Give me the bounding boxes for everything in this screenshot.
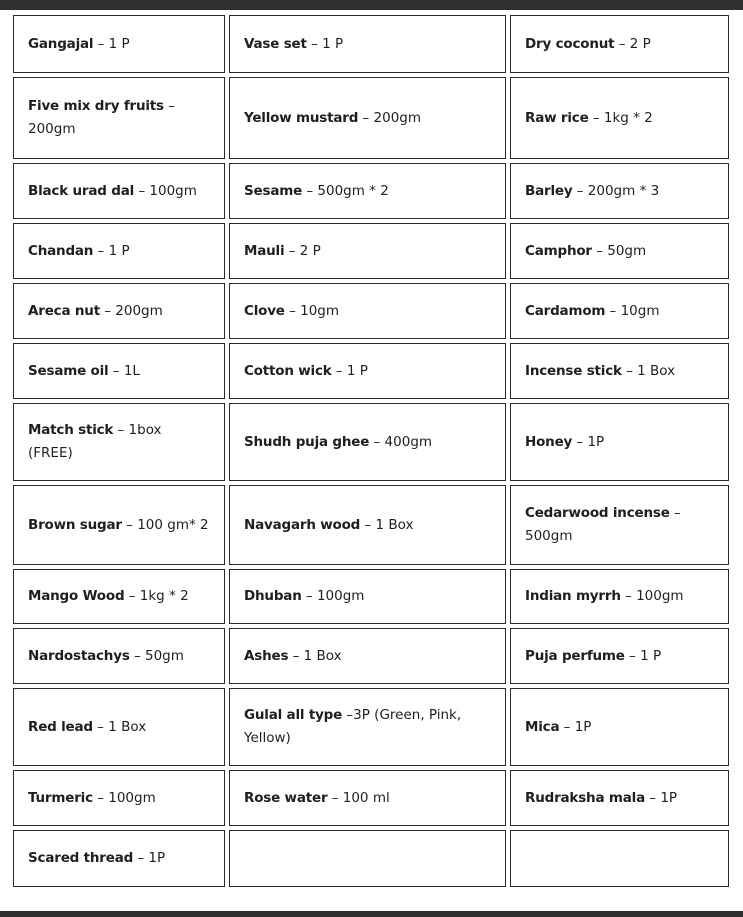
item-quantity: – 100gm xyxy=(620,588,684,604)
item-quantity: – 1kg * 2 xyxy=(124,588,189,604)
item-quantity: – 1 P xyxy=(93,35,130,52)
table-row xyxy=(13,15,729,73)
table-cell xyxy=(510,77,729,159)
item-name: Barley xyxy=(525,182,573,199)
table-cell xyxy=(13,770,225,826)
item-quantity: – 1 Box xyxy=(360,516,414,533)
table-cell xyxy=(229,15,506,73)
table-cell xyxy=(229,163,506,219)
item-name: Dry coconut xyxy=(525,35,615,52)
puja-items-table xyxy=(9,11,733,891)
item-quantity: – 1kg * 2 xyxy=(588,109,653,126)
item-name: Raw rice xyxy=(525,109,589,126)
item-quantity: –3P (Green, Pink, Yellow) xyxy=(244,707,462,746)
item-name: Ashes xyxy=(244,647,289,664)
item-name: Five mix dry fruits xyxy=(28,98,164,114)
item-quantity: – 400gm xyxy=(369,433,433,450)
table-cell xyxy=(510,283,729,339)
item-name: Black urad dal xyxy=(28,182,135,199)
item-name: Vase set xyxy=(244,35,307,52)
item-quantity: – 100 ml xyxy=(327,789,390,806)
item-name: Rudraksha mala xyxy=(525,789,645,806)
item-name: Cedarwood incense xyxy=(525,505,670,521)
item-quantity: – 1P xyxy=(133,850,166,866)
table-cell xyxy=(229,223,506,279)
item-quantity: – 50gm xyxy=(591,242,647,259)
table-cell xyxy=(229,569,506,624)
item-quantity: – 50gm xyxy=(129,647,184,664)
table-cell xyxy=(510,628,729,684)
table-cell xyxy=(13,830,225,887)
item-quantity: – 10gm xyxy=(605,302,660,319)
item-quantity: – 1P xyxy=(572,433,605,450)
table-row xyxy=(13,403,729,481)
table-cell xyxy=(13,628,225,684)
table-row xyxy=(13,343,729,399)
table-cell xyxy=(13,688,225,766)
table-cell xyxy=(13,15,225,73)
table-row xyxy=(13,688,729,766)
item-name: Gangajal xyxy=(28,35,94,52)
table-cell xyxy=(510,688,729,766)
table-cell xyxy=(229,770,506,826)
item-name: Puja perfume xyxy=(525,647,625,664)
item-name: Shudh puja ghee xyxy=(244,433,370,450)
table-row xyxy=(13,163,729,219)
table-cell xyxy=(229,688,506,766)
item-quantity: – 2 P xyxy=(614,35,651,52)
table-row xyxy=(13,628,729,684)
table-cell xyxy=(510,485,729,565)
item-name: Cotton wick xyxy=(244,362,332,379)
table-cell xyxy=(510,163,729,219)
item-quantity: – 200gm xyxy=(99,302,163,319)
item-quantity: – 500gm xyxy=(525,505,681,544)
table-cell xyxy=(13,485,225,565)
table-row xyxy=(13,283,729,339)
table-cell xyxy=(229,343,506,399)
item-name: Brown sugar xyxy=(28,516,122,533)
item-quantity: – 1 P xyxy=(306,35,344,52)
item-name: Mica xyxy=(525,718,560,735)
item-quantity: – 1box (FREE) xyxy=(28,422,162,461)
item-quantity: – 200gm * 3 xyxy=(572,182,660,199)
item-name: Indian myrrh xyxy=(525,588,621,604)
item-name: Cardamom xyxy=(525,302,606,319)
item-name: Gulal all type xyxy=(244,707,343,723)
item-quantity: – 1 P xyxy=(624,647,662,664)
item-quantity: – 1 Box xyxy=(288,647,342,664)
item-quantity: – 10gm xyxy=(284,302,340,319)
item-quantity: – 1 P xyxy=(93,242,130,259)
table-row xyxy=(13,770,729,826)
item-name: Sesame xyxy=(244,182,303,199)
item-name: Incense stick xyxy=(525,362,622,379)
table-cell xyxy=(229,283,506,339)
item-quantity: – 2 P xyxy=(284,242,321,259)
item-name: Turmeric xyxy=(28,789,93,806)
item-name: Chandan xyxy=(28,242,94,259)
item-name: Red lead xyxy=(28,718,93,735)
table-cell xyxy=(13,343,225,399)
table-row xyxy=(13,223,729,279)
table-cell xyxy=(510,223,729,279)
top-bar xyxy=(0,0,743,10)
table-cell xyxy=(510,569,729,624)
item-quantity: – 200gm xyxy=(28,98,175,137)
table-row xyxy=(13,569,729,624)
table-cell xyxy=(13,77,225,159)
table-cell xyxy=(510,15,729,73)
table-row xyxy=(13,77,729,159)
table-cell xyxy=(510,343,729,399)
item-name: Camphor xyxy=(525,242,592,259)
table-cell xyxy=(13,569,225,624)
table-cell xyxy=(13,283,225,339)
table-cell-empty xyxy=(510,830,729,887)
item-quantity: – 100gm xyxy=(301,588,365,604)
item-name: Match stick xyxy=(28,422,114,438)
table-cell xyxy=(229,403,506,481)
item-name: Areca nut xyxy=(28,302,100,319)
item-name: Yellow mustard xyxy=(244,109,359,126)
item-name: Sesame oil xyxy=(28,362,109,379)
table-cell xyxy=(229,77,506,159)
item-name: Dhuban xyxy=(244,588,302,604)
item-quantity: – 1L xyxy=(108,362,140,379)
item-name: Scared thread xyxy=(28,850,134,866)
table-cell xyxy=(13,163,225,219)
item-name: Rose water xyxy=(244,789,328,806)
item-name: Mango Wood xyxy=(28,588,125,604)
item-quantity: – 1 Box xyxy=(92,718,147,735)
table-cell xyxy=(13,223,225,279)
item-quantity: – 200gm xyxy=(358,109,422,126)
item-quantity: – 100gm xyxy=(92,789,156,806)
table-row xyxy=(13,485,729,565)
item-name: Clove xyxy=(244,302,285,319)
item-quantity: – 100 gm* 2 xyxy=(121,516,209,533)
item-name: Honey xyxy=(525,433,573,450)
item-name: Navagarh wood xyxy=(244,516,361,533)
item-quantity: – 1P xyxy=(559,718,592,735)
table-cell xyxy=(510,403,729,481)
table-cell xyxy=(510,770,729,826)
item-quantity: – 100gm xyxy=(134,182,197,199)
table-cell xyxy=(13,403,225,481)
item-name: Nardostachys xyxy=(28,647,130,664)
item-quantity: – 1 P xyxy=(331,362,368,379)
bottom-bar xyxy=(0,911,743,917)
item-name: Mauli xyxy=(244,242,285,259)
item-quantity: – 1 Box xyxy=(621,362,676,379)
table-cell xyxy=(229,485,506,565)
table-cell xyxy=(229,628,506,684)
table-cell-empty xyxy=(229,830,506,887)
item-quantity: – 1P xyxy=(645,789,678,806)
item-quantity: – 500gm * 2 xyxy=(302,182,389,199)
table-row xyxy=(13,830,729,887)
